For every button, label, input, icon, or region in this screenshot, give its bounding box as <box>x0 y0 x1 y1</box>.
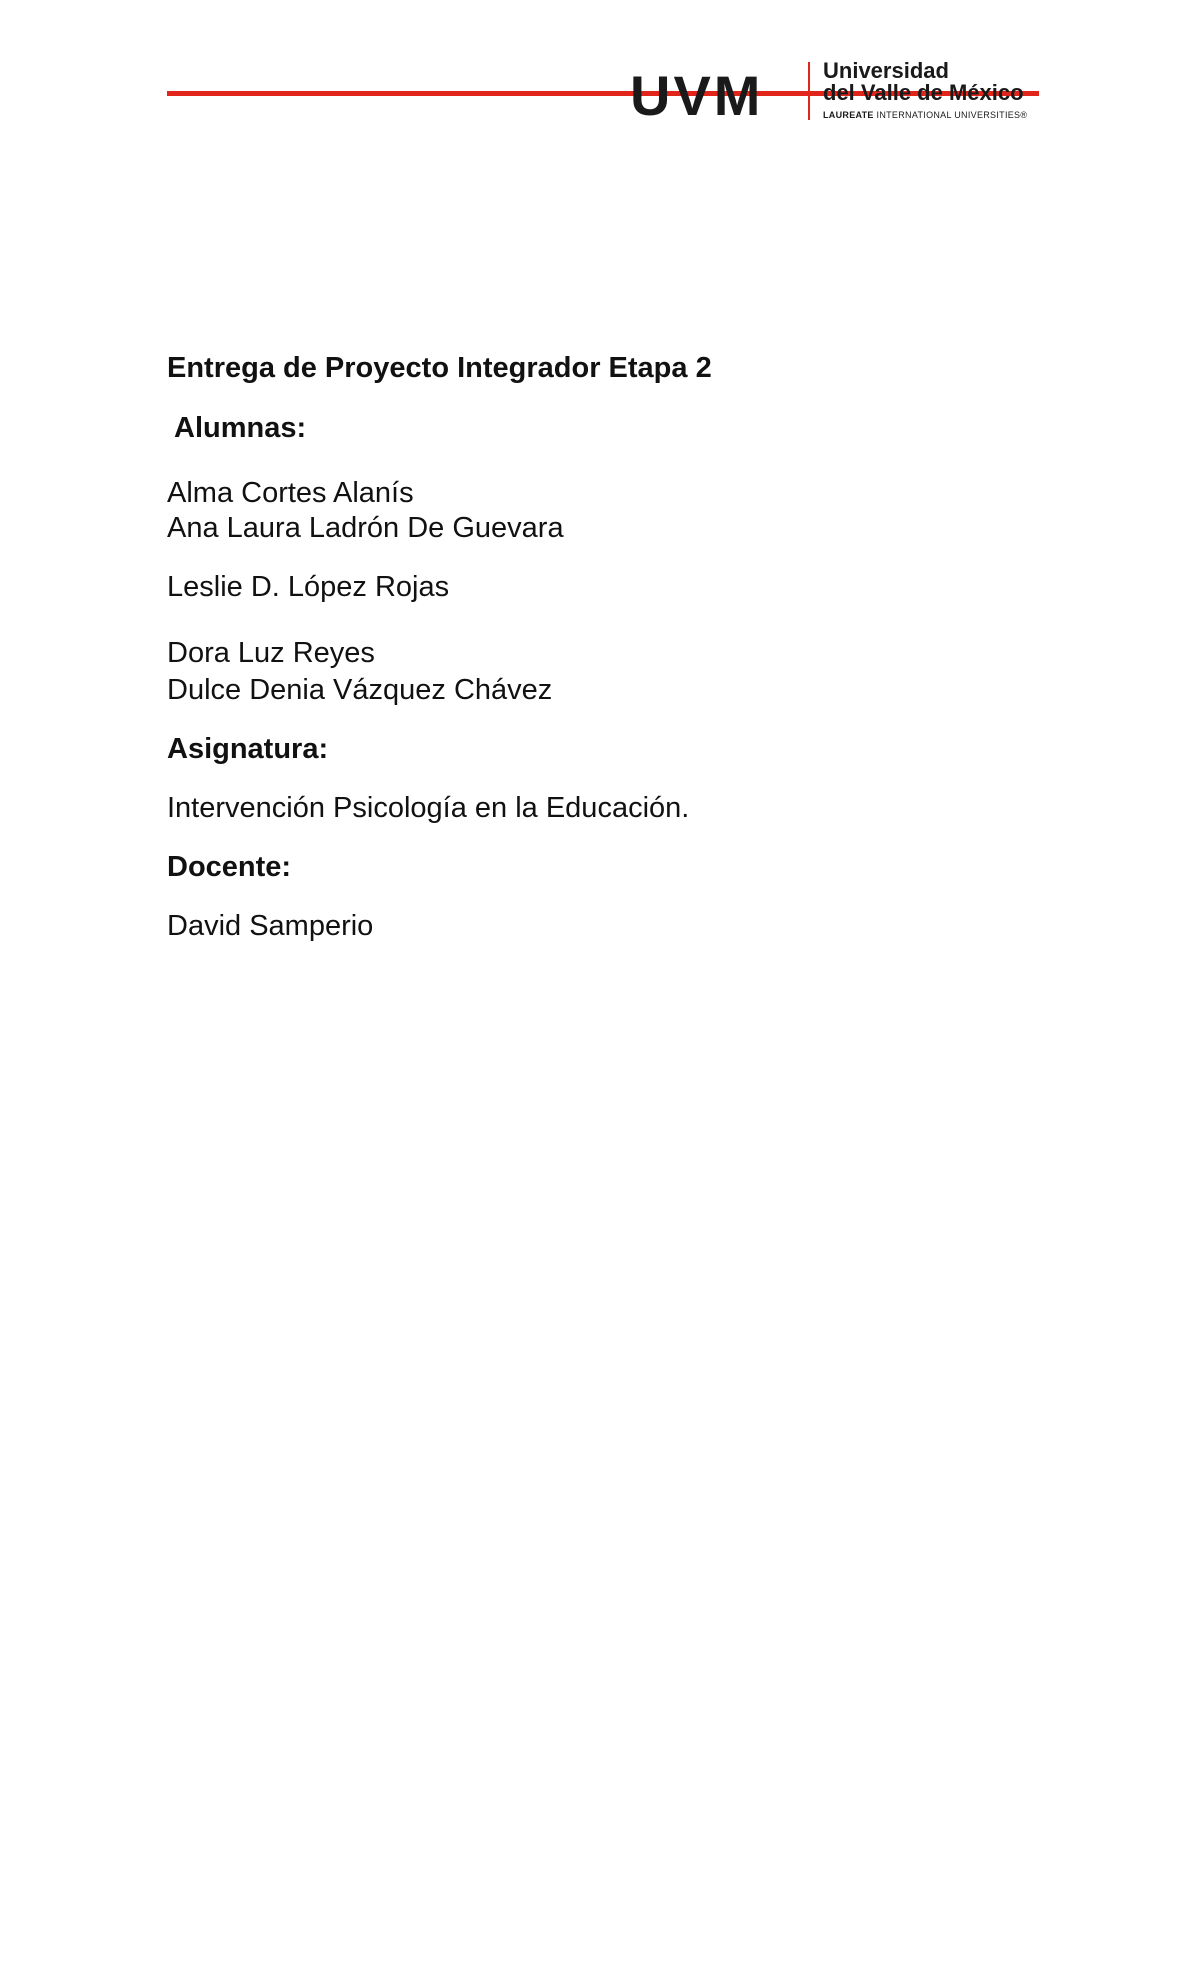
logo-tagline-rest: INTERNATIONAL UNIVERSITIES® <box>873 110 1028 120</box>
subject-name: Intervención Psicología en la Educación. <box>167 792 690 824</box>
student-name: Leslie D. López Rojas <box>167 571 450 603</box>
logo-mark: UVM <box>630 64 764 127</box>
logo-university-name-line1: Universidad <box>823 58 949 83</box>
student-name: Dulce Denia Vázquez Chávez <box>167 674 553 706</box>
logo-text <box>823 60 1033 120</box>
uvm-logo <box>630 58 1030 128</box>
students-heading: Alumnas: <box>174 412 307 444</box>
logo-university-name-line2: del Valle de México <box>823 80 1024 105</box>
teacher-name: David Samperio <box>167 910 374 942</box>
student-name: Ana Laura Ladrón De Guevara <box>167 512 564 544</box>
student-name: Alma Cortes Alanís <box>167 477 414 509</box>
subject-heading: Asignatura: <box>167 733 329 765</box>
student-name: Dora Luz Reyes <box>167 637 375 669</box>
teacher-heading: Docente: <box>167 851 292 883</box>
logo-tagline-strong: LAUREATE <box>823 110 874 120</box>
logo-divider <box>808 62 810 120</box>
document-title: Entrega de Proyecto Integrador Etapa 2 <box>167 352 712 384</box>
logo-tagline <box>823 110 1033 120</box>
